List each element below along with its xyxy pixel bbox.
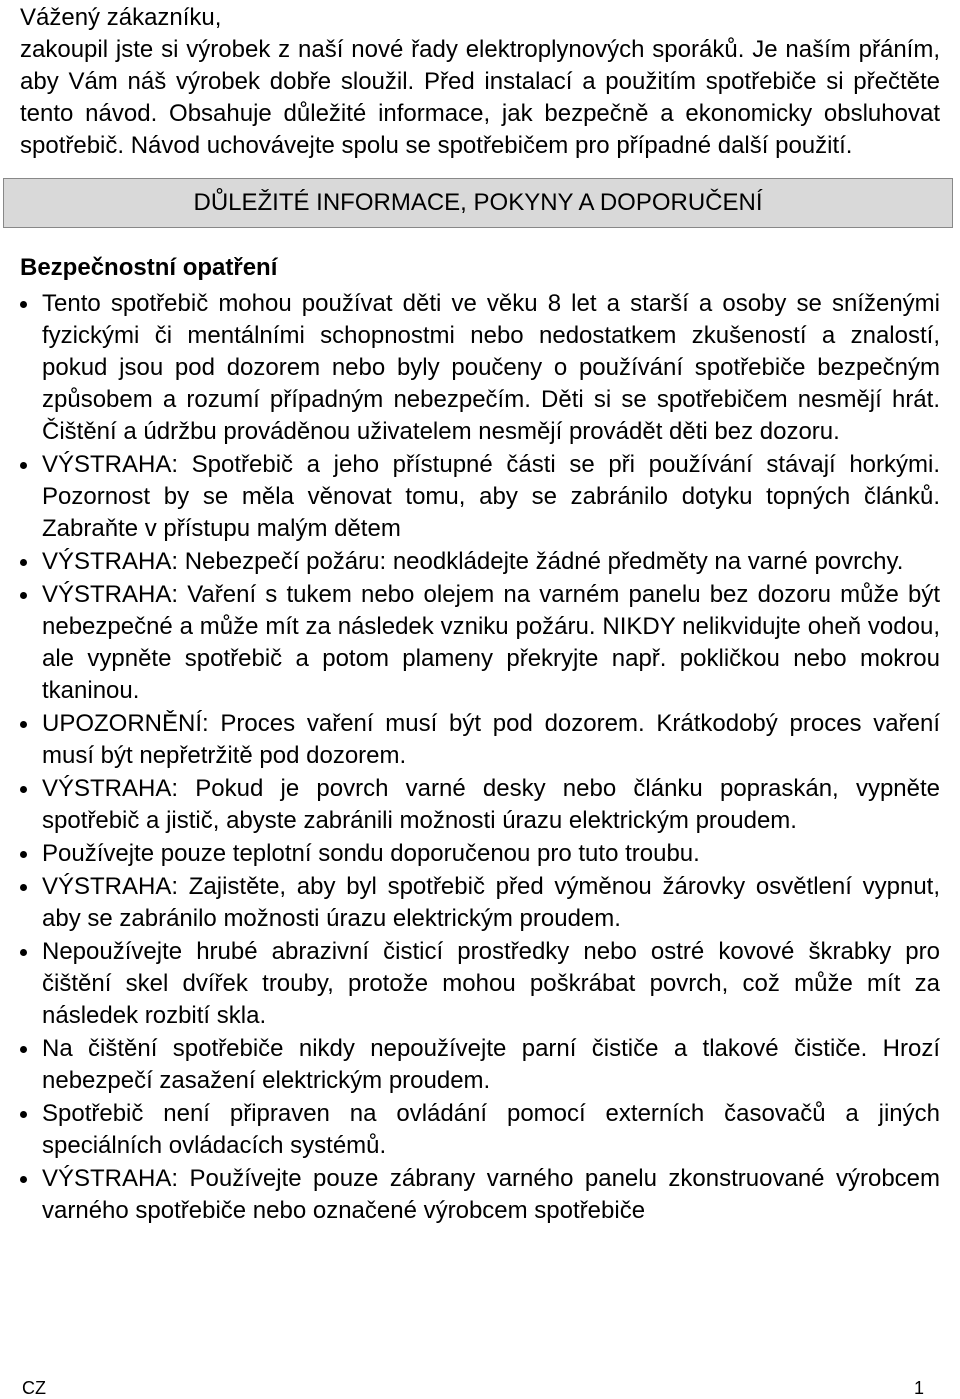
list-item <box>20 871 940 935</box>
list-item <box>20 579 940 707</box>
list-item-text: VÝSTRAHA: Zajistěte, aby byl spotřebič před výměnou žárovky osvětlení vypnut, aby se zabránilo možnosti úrazu elektrickým proudem. <box>42 873 940 932</box>
list-item <box>20 288 940 448</box>
list-item <box>20 449 940 545</box>
list-item-text: VÝSTRAHA: Nebezpečí požáru: neodkládejte žádné předměty na varné povrchy. <box>42 548 904 575</box>
footer-page-number: 1 <box>914 1378 925 1398</box>
list-item-text: Používejte pouze teplotní sondu doporučenou pro tuto troubu. <box>42 840 700 867</box>
bullet-icon <box>20 462 27 469</box>
bullet-icon <box>20 1176 27 1183</box>
bullet-icon <box>20 301 27 308</box>
safety-list <box>20 288 940 1227</box>
bullet-icon <box>20 949 27 956</box>
list-item-text: Tento spotřebič mohou používat děti ve věku 8 let a starší a osoby se sníženými fyzickými či mentálními schopnostmi nebo nedostatkem zkušeností a znalostí, pokud jsou pod dozorem nebo byly poučeny o používání spotřebiče bezpečným způsobem a rozumí případným nebezpečím. Děti si se spotřebičem nesmějí hrát. Čištění a údržbu prováděnou uživatelem nesmějí provádět děti bez dozoru. <box>42 290 940 445</box>
bullet-icon <box>20 559 27 566</box>
list-item <box>20 546 940 578</box>
list-item-text: Na čištění spotřebiče nikdy nepoužívejte parní čističe a tlakové čističe. Hrozí nebezpečí zasažení elektrickým proudem. <box>42 1035 940 1094</box>
section-heading: DŮLEŽITÉ INFORMACE, POKYNY A DOPORUČENÍ <box>193 189 763 216</box>
list-item-text: VÝSTRAHA: Pokud je povrch varné desky nebo článku popraskán, vypněte spotřebič a jistič, abyste zabránili možnosti úrazu elektrickým proudem. <box>42 775 940 834</box>
document-page <box>20 0 940 1228</box>
list-item <box>20 1163 940 1227</box>
list-item <box>20 773 940 837</box>
footer-language: CZ <box>22 1378 46 1398</box>
list-item <box>20 936 940 1032</box>
bullet-icon <box>20 1046 27 1053</box>
intro-paragraph: zakoupil jste si výrobek z naší nové řady elektroplynových sporáků. Je naším přáním, aby Vám náš výrobek dobře sloužil. Před instalací a použitím spotřebiče si přečtěte tento návod. Obsahuje důležité informace, jak bezpečně a ekonomicky obsluhovat spotřebič. Návod uchovávejte spolu se spotřebičem pro případné další použití. <box>20 36 940 159</box>
list-item <box>20 838 940 870</box>
bullet-icon <box>20 884 27 891</box>
bullet-icon <box>20 786 27 793</box>
bullet-icon <box>20 851 27 858</box>
list-item <box>20 1098 940 1162</box>
list-item-text: Spotřebič není připraven na ovládání pomocí externích časovačů a jiných speciálních ovládacích systémů. <box>42 1100 940 1159</box>
list-item-text: Nepoužívejte hrubé abrazivní čisticí prostředky nebo ostré kovové škrabky pro čištění skel dvířek trouby, protože mohou poškrábat povrch, což může mít za následek rozbití skla. <box>42 938 940 1029</box>
intro-text <box>20 2 940 162</box>
section-heading-box <box>3 178 953 228</box>
list-item-text: VÝSTRAHA: Vaření s tukem nebo olejem na varném panelu bez dozoru může být nebezpečné a může mít za následek vzniku požáru. NIKDY nelikvidujte oheň vodou, ale vypněte spotřebič a potom plameny překryjte např. pokličkou nebo mokrou tkaninou. <box>42 581 940 704</box>
list-item-text: UPOZORNĚNÍ: Proces vaření musí být pod dozorem. Krátkodobý proces vaření musí být nepřetržitě pod dozorem. <box>42 710 940 769</box>
bullet-icon <box>20 721 27 728</box>
list-item <box>20 708 940 772</box>
safety-section-title: Bezpečnostní opatření <box>20 254 278 281</box>
list-item-text: VÝSTRAHA: Spotřebič a jeho přístupné části se při používání stávají horkými. Pozornost by se měla věnovat tomu, aby se zabránilo dotyku topných článků. Zabraňte v přístupu malým dětem <box>42 451 940 542</box>
greeting: Vážený zákazníku, <box>20 4 222 31</box>
bullet-icon <box>20 592 27 599</box>
list-item-text: VÝSTRAHA: Používejte pouze zábrany varného panelu zkonstruované výrobcem varného spotřebiče nebo označené výrobcem spotřebiče <box>42 1165 940 1224</box>
bullet-icon <box>20 1111 27 1118</box>
page-footer <box>0 1378 960 1399</box>
list-item <box>20 1033 940 1097</box>
